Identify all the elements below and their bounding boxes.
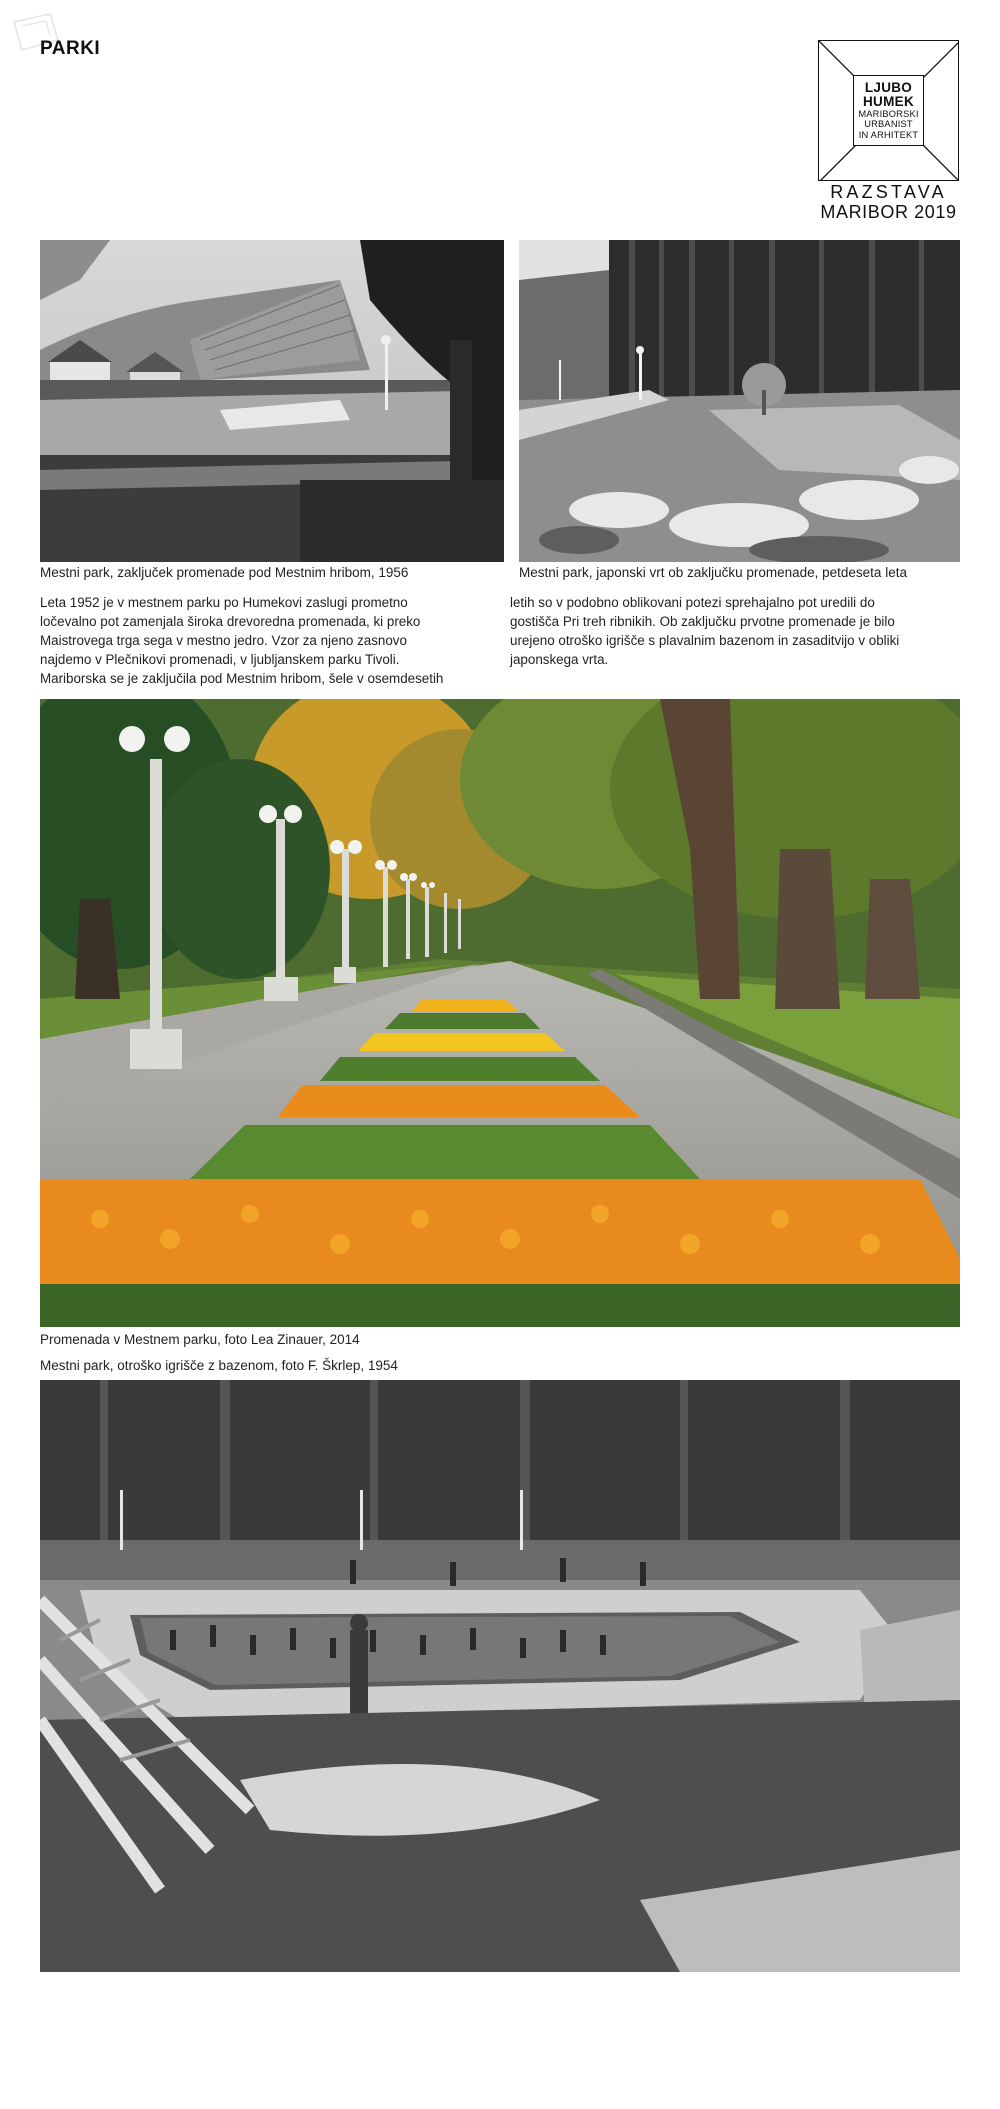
exhibition-label: RAZSTAVA (830, 182, 947, 202)
exhibition-place-year: MARIBOR 2019 (820, 202, 957, 222)
photo-promenade-end-1956 (40, 240, 504, 562)
exhibition-logo (818, 40, 959, 181)
body-text-line: ločevalno pot zamenjala široka drevoredna promenada, ki preko (40, 614, 421, 629)
caption-photo-3: Promenada v Mestnem parku, foto Lea Zinauer, 2014 (40, 1332, 360, 1347)
caption-photo-2: Mestni park, japonski vrt ob zaključku promenade, petdeseta leta (519, 565, 907, 580)
body-text-line: Leta 1952 je v mestnem parku po Humekovi zaslugi prometno (40, 595, 408, 610)
body-text-line: japonskega vrta. (510, 652, 609, 667)
caption-photo-1: Mestni park, zaključek promenade pod Mestnim hribom, 1956 (40, 565, 409, 580)
photo-playground-pool-1954 (40, 1380, 960, 1972)
body-text-line: Mariborska se je zaključila pod Mestnim hribom, šele v osemdesetih (40, 671, 444, 686)
body-text-line: urejeno otroško igrišče s plavalnim bazenom in zasaditvijo v obliki (510, 633, 900, 648)
body-text-line: Maistrovega trga sega v mestno jedro. Vzor za njeno zasnovo (40, 633, 407, 648)
logo-name-line1: LJUBO (864, 80, 913, 96)
body-text-line: najdemo v Plečnikovi promenadi, v ljubljanskem parku Tivoli. (40, 652, 400, 667)
logo-subtitle-line2: URBANIST (864, 119, 913, 130)
logo-name-line2: HUMEK (863, 93, 914, 109)
logo-subtitle-line1: MARIBORSKI (858, 109, 919, 120)
body-text-line: letih so v podobno oblikovani potezi sprehajalno pot uredili do (510, 595, 875, 610)
photo-promenade-2014 (40, 699, 960, 1327)
section-title: PARKI (40, 38, 101, 59)
caption-photo-4: Mestni park, otroško igrišče z bazenom, foto F. Škrlep, 1954 (40, 1358, 398, 1373)
body-text-line: gostišča Pri treh ribnikih. Ob zaključku prvotne promenade je bilo (510, 614, 895, 629)
logo-subtitle-line3: IN ARHITEKT (858, 129, 919, 140)
body-text-column-right (510, 593, 965, 669)
logo-inner-square (853, 75, 924, 146)
photo-japanese-garden-fifties (519, 240, 960, 562)
body-text-column-left (40, 593, 505, 688)
